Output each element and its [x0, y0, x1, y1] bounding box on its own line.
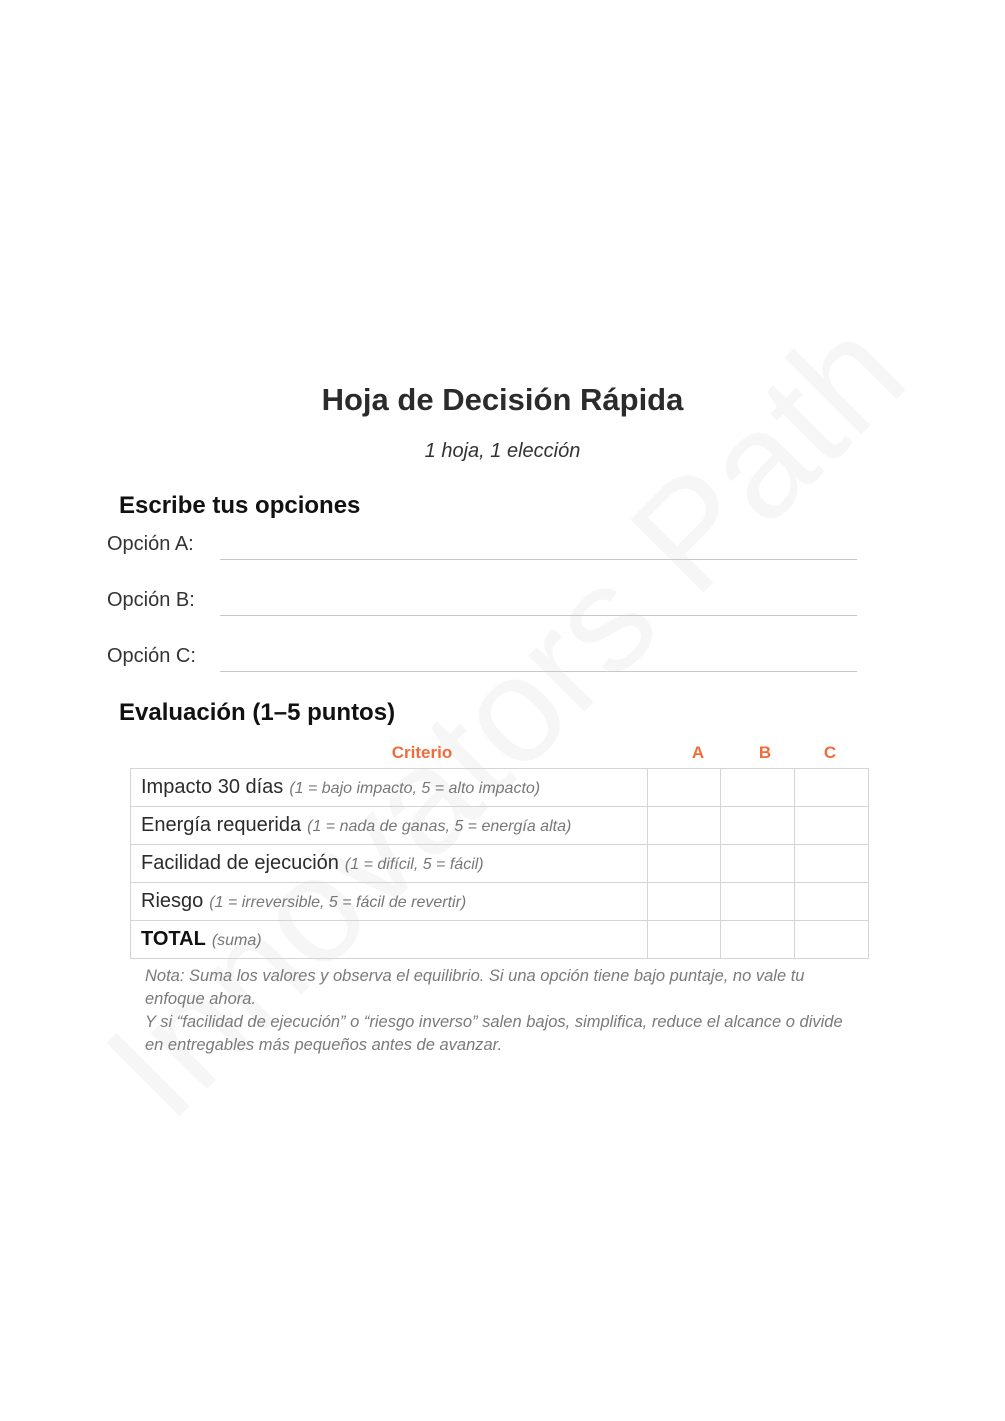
score-cell-a[interactable] [648, 807, 721, 845]
total-cell-a[interactable] [648, 921, 721, 959]
total-cell-b[interactable] [721, 921, 795, 959]
option-a-row [107, 533, 857, 563]
total-hint: (suma) [211, 932, 262, 949]
score-cell-b[interactable] [721, 807, 795, 845]
total-cell-c[interactable] [795, 921, 869, 959]
criterion-name: Energía requerida [141, 814, 302, 836]
evaluation-heading: Evaluación (1–5 puntos) [119, 699, 396, 726]
column-header-b: B [758, 743, 772, 762]
table-row-total [131, 921, 869, 959]
score-cell-b[interactable] [721, 769, 795, 807]
criterion-hint: (1 = difícil, 5 = fácil) [344, 856, 484, 873]
evaluation-table [130, 768, 869, 959]
note-line-2: Y si “facilidad de ejecución” o “riesgo inverso” salen bajos, simplifica, reduce el alcance o divide en entregables más pequeños antes de avanzar. [145, 1013, 843, 1054]
score-cell-c[interactable] [795, 807, 869, 845]
criterion-name: Impacto 30 días [141, 776, 284, 798]
option-b-label: Opción B: [107, 589, 195, 611]
options-heading: Escribe tus opciones [119, 492, 361, 519]
column-header-criterio: Criterio [391, 743, 453, 762]
criterion-cell [131, 769, 648, 807]
criterion-cell [131, 807, 648, 845]
table-row [131, 807, 869, 845]
criterion-hint: (1 = irreversible, 5 = fácil de revertir) [209, 894, 467, 911]
score-cell-c[interactable] [795, 845, 869, 883]
score-cell-b[interactable] [721, 845, 795, 883]
score-cell-c[interactable] [795, 883, 869, 921]
criterion-cell [131, 845, 648, 883]
table-row [131, 845, 869, 883]
criterion-cell [131, 883, 648, 921]
score-cell-c[interactable] [795, 769, 869, 807]
table-row [131, 769, 869, 807]
total-label: TOTAL [141, 928, 206, 950]
criterion-cell [131, 921, 648, 959]
page-title: Hoja de Decisión Rápida [321, 382, 684, 417]
option-b-row [107, 589, 857, 619]
page-subtitle: 1 hoja, 1 elección [424, 440, 581, 462]
score-cell-a[interactable] [648, 883, 721, 921]
criterion-hint: (1 = bajo impacto, 5 = alto impacto) [289, 780, 541, 797]
option-c-label: Opción C: [107, 645, 196, 667]
option-a-label: Opción A: [107, 533, 194, 555]
score-cell-a[interactable] [648, 845, 721, 883]
note-block [145, 965, 857, 1057]
option-a-write-line[interactable] [220, 559, 857, 560]
option-c-row [107, 645, 857, 675]
column-header-a: A [691, 743, 705, 762]
note-line-1: Nota: Suma los valores y observa el equilibrio. Si una opción tiene bajo puntaje, no vale tu enfoque ahora. [145, 967, 805, 1008]
column-header-c: C [823, 743, 837, 762]
table-row [131, 883, 869, 921]
option-c-write-line[interactable] [220, 671, 857, 672]
criterion-name: Facilidad de ejecución [141, 852, 339, 874]
criterion-hint: (1 = nada de ganas, 5 = energía alta) [307, 818, 572, 835]
score-cell-a[interactable] [648, 769, 721, 807]
option-b-write-line[interactable] [220, 615, 857, 616]
criterion-name: Riesgo [141, 890, 204, 912]
score-cell-b[interactable] [721, 883, 795, 921]
